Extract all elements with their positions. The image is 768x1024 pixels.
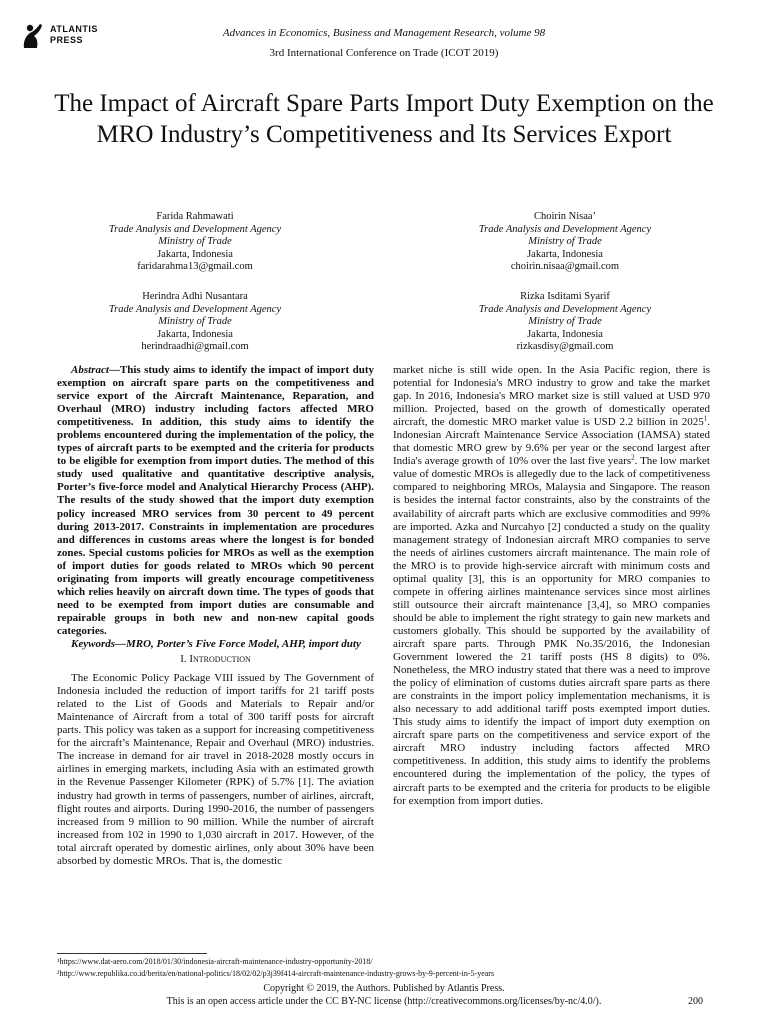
author-block	[415, 291, 715, 354]
footnote-ref-1: 1	[703, 414, 708, 423]
footnote-1: ¹https://www.dat-aero.com/2018/01/30/indonesia-aircraft-maintenance-industry-opportunity-2018/	[57, 957, 373, 966]
author-name: Rizka Isditami Syarif	[520, 291, 610, 302]
author-email: rizkasdisy@gmail.com	[516, 341, 614, 353]
author-location: Jakarta, Indonesia	[157, 248, 233, 260]
section-heading-introduction: I. Introduction	[180, 653, 251, 666]
intro-text-part2: . Indonesian Aircraft Maintenance Service Association (IAMSA) stated that domestic MRO grew by 9.6% per year or the second largest after India's average growth of 10% over the last five years	[393, 416, 710, 468]
author-ministry: Ministry of Trade	[528, 316, 602, 328]
license-notice: This is an open access article under the CC BY-NC license (http://creativecommons.org/licenses/by-nc/4.0/).	[166, 996, 602, 1007]
intro-text-part1: market niche is still wide open. In the Asia Pacific region, there is potential for Indonesia's MRO industry to grow and take the market gap. In 2016, Indonesia's MRO market size is still valued at USD 970 million. Projected, based on the growth of domestically operated aircraft, the domestic MRO market value is USD 2.2 billion in 2025	[393, 364, 710, 429]
author-affiliation: Trade Analysis and Development Agency	[478, 303, 652, 315]
intro-paragraph: The Economic Policy Package VIII issued by The Government of Indonesia included the reduction of import tariffs for 21 tariff posts related to the List of Goods and Materials to Repair and/or Maintenance of Aircraft from a total of 300 tariff posts for aircraft parts. This policy was taken as a support for increasing competitiveness for the aircraft’s Maintenance, Repair and Overhaul (MRO) industries. The increase in demand for air travel in 2018-2028 mostly occurs in airlines in emerging markets, including Asia with an estimated growth in the Revenue Passenger Kilometer (RPK) of 5.7% [1]. The aviation industry had growth in terms of passengers, number of airlines, aircraft, flight routes and airports. During 1990-2016, the number of passengers increased from 9 million to 90 million. While the number of aircraft increased from 102 in 1990 to 1,030 aircraft in 2017. However, of the total aircraft operated by domestic airlines, only about 30% have been absorbed by domestic MROs. That is, the domestic	[57, 672, 374, 867]
abstract	[57, 364, 374, 638]
author-block	[45, 291, 345, 354]
publisher-name-line2: PRESS	[50, 35, 84, 45]
page-number: 200	[688, 996, 703, 1007]
author-block	[415, 211, 715, 274]
copyright-notice: Copyright © 2019, the Authors. Published by Atlantis Press.	[263, 983, 505, 994]
footnote-ref-2: 2	[631, 453, 635, 462]
footnote-divider	[57, 953, 207, 954]
intro-continuation	[393, 364, 710, 808]
author-affiliation: Trade Analysis and Development Agency	[478, 223, 652, 235]
intro-text-part3: . The low market value of domestic MROs is allegedly due to the lack of competitiveness compared to neighboring MROs, Malaysia and Singapore. The reason is besides the internal factor constraints, also by the constraints of the availability of aircraft parts which are exclusive commodities and 99% are imported. Azka and Nurcahyo [2] conducted a study on the quality management strategy of Indonesian aircraft MRO companies to serve the needs of airlines customers aircraft maintenance. The main role of the MRO is to provide high-service aircraft with minimum costs and optimal quality [3], this is an opportunity for MRO companies to compete in offering airlines maintenance services since most airlines still outsource their aircraft maintenance [3,4], so MRO companies should be able to implement the right strategy to gain new markets and customers globally. This should be supported by the availability of aircraft spare parts. Through PMK No.35/2016, the Indonesian Government lowered the 21 tariff posts (HS 8 digits) to 0%. Nonetheless, the MRO industry stated that there was a need to improve the policy of elimination of customs duties aircraft spare parts as there are constraints in the import policy implementation mechanisms, it is also necessary to add additional tariff posts exempted import duties. This study aims to identify the impact of import duty exemption on aircraft spare parts on the competitiveness and service export of the aircraft MRO industry including factors affected MRO competitiveness. In addition, this study aims to identify the problems encountered during the implementation of the policy, the types of aircraft parts to be exempted and the criteria for products to be eligible for exemption from import duties.	[393, 455, 710, 807]
author-ministry: Ministry of Trade	[528, 236, 602, 248]
author-ministry: Ministry of Trade	[158, 236, 232, 248]
author-name: Choirin Nisaa’	[533, 211, 597, 222]
publisher-name-line1: ATLANTIS	[50, 24, 98, 34]
author-location: Jakarta, Indonesia	[527, 328, 603, 340]
author-location: Jakarta, Indonesia	[527, 248, 603, 260]
conference-name: 3rd International Conference on Trade (ICOT 2019)	[269, 47, 499, 59]
author-location: Jakarta, Indonesia	[157, 328, 233, 340]
footnote-2: ²http://www.republika.co.id/berita/en/national-politics/18/02/02/p3j39f414-aircraft-maintenance-industry-grows-by-9-percent-in-5-years	[57, 969, 495, 978]
right-column	[393, 364, 710, 808]
author-name: Herindra Adhi Nusantara	[142, 291, 248, 302]
author-email: herindraadhi@gmail.com	[141, 341, 249, 353]
author-block	[45, 211, 345, 274]
author-email: faridarahma13@gmail.com	[137, 261, 253, 273]
abstract-text: —This study aims to identify the impact of import duty exemption on aircraft spare parts on the competitiveness and service export of the Aircraft Maintenance, Reparation, and Overhaul (MRO) industry including factors affected MRO competitiveness. In addition, this study aims to identify the problems encountered during the implementation of the policy, the types of aircraft parts to be exempted and the criteria for products to be eligible for exemption from import duties. The method of this study used qualitative and quantitative descriptive analysis, Porter’s five-force model and Analytical Hierarchy Process (AHP). The results of the study showed that the import duty exemption policy increased MRO services from 30 percent to 49 percent during 2013-2017. Constraints in implementation are procedures and differences in customs areas where the longest is for bonded zones. Special customs policies for MROs as well as the exemption of import duties for goods related to MROs which 90 percent originating from imports will greatly encourage competitiveness which relies heavily on aircraft down time. The types of goods that need to be exempted from import duties are consumable and repairable groups in both new and non-new capital goods categories.	[57, 364, 374, 637]
author-email: choirin.nisaa@gmail.com	[510, 261, 620, 273]
author-name: Farida Rahmawati	[156, 211, 234, 222]
abstract-label: Abstract	[71, 364, 109, 376]
author-ministry: Ministry of Trade	[158, 316, 232, 328]
journal-name: Advances in Economics, Business and Management Research, volume 98	[222, 27, 546, 39]
keywords: Keywords—MRO, Porter’s Five Force Model, AHP, import duty	[71, 637, 361, 650]
paper-title: The Impact of Aircraft Spare Parts Import Duty Exemption on the MRO Industry’s Competitiveness and Its Services Export	[54, 90, 714, 148]
author-affiliation: Trade Analysis and Development Agency	[108, 223, 282, 235]
left-column	[57, 364, 374, 868]
author-affiliation: Trade Analysis and Development Agency	[108, 303, 282, 315]
